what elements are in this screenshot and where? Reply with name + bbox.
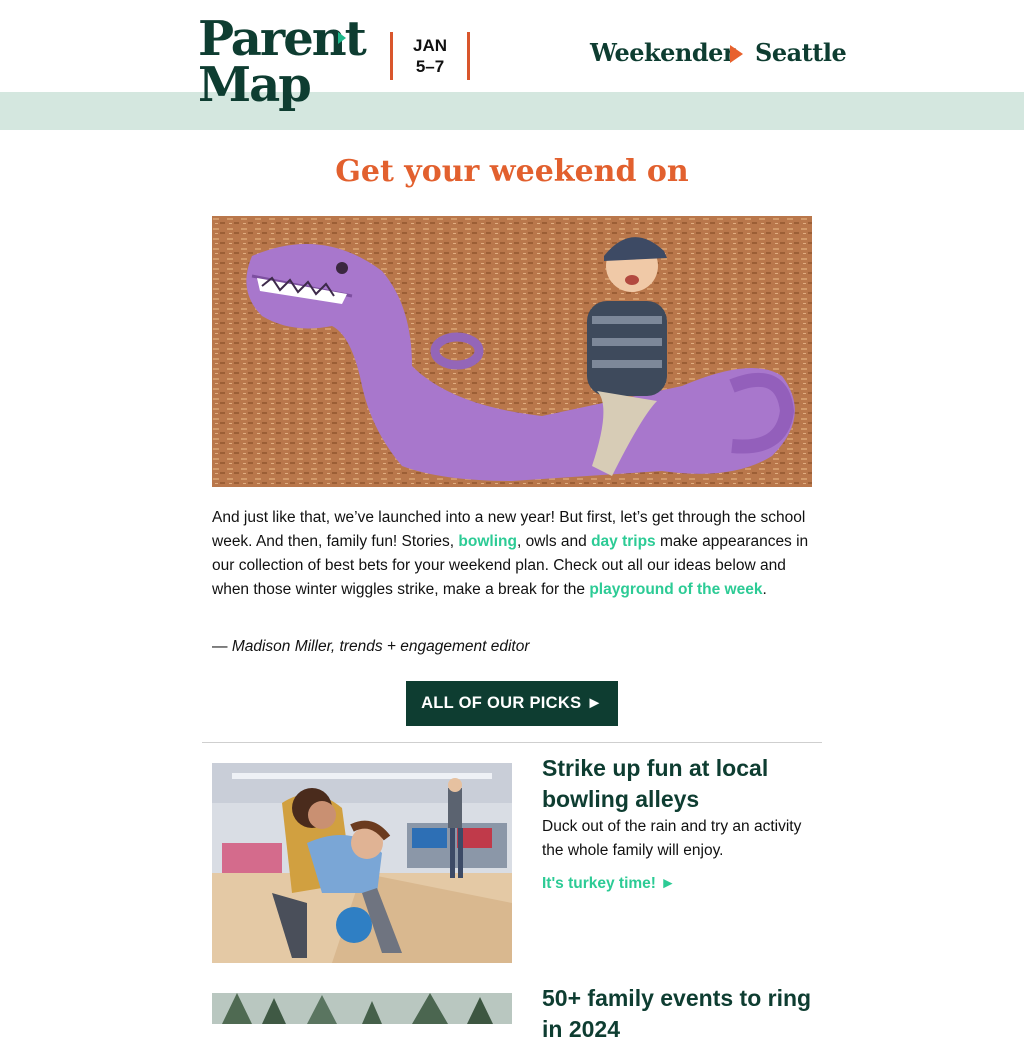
logo-play-icon (338, 32, 346, 44)
bowling-card-description: Duck out of the rain and try an activity the whole family will enjoy. (542, 818, 802, 859)
events-card-image[interactable] (212, 993, 512, 1024)
bowling-card-image[interactable] (212, 763, 512, 963)
intro-paragraph (212, 506, 812, 602)
signoff-name: Madison Miller, trends + engagement editor (231, 638, 530, 655)
day-trips-link[interactable]: day trips (591, 533, 656, 550)
header-band (0, 92, 1024, 130)
playground-link[interactable]: playground of the week (589, 581, 763, 598)
signoff-dash: — (212, 638, 232, 655)
editor-signoff (212, 638, 812, 656)
section-divider (202, 742, 822, 743)
logo-line-2: Map (198, 57, 310, 113)
forest-trees-photo-icon (212, 993, 512, 1024)
logo-line-1: Parent (198, 11, 365, 67)
events-card-title-line2: ring in 2024 (542, 985, 812, 1042)
events-card-title[interactable] (542, 983, 822, 1042)
bowling-link[interactable]: bowling (458, 533, 517, 550)
bowling-family-photo-icon (212, 763, 512, 963)
date-month: JAN (412, 36, 447, 55)
newsletter-city: Seattle (755, 38, 847, 67)
purple-dinosaur-photo-icon (212, 216, 812, 487)
intro-text-3: make appearances in our collection of best bets for your weekend plan. Check out all our ideas below and when those winter wiggles strike, make a break for the (212, 533, 809, 598)
newsletter-name: Weekender (590, 38, 736, 67)
play-arrow-icon (730, 45, 743, 63)
bowling-card-link[interactable]: It's turkey time! ► (542, 875, 676, 892)
all-picks-button[interactable]: ALL OF OUR PICKS ► (406, 681, 618, 726)
intro-text-2: , owls and (516, 533, 592, 550)
bowling-card-title[interactable]: Strike up fun at local bowling alleys (542, 755, 769, 812)
intro-text-4: . (762, 581, 767, 598)
intro-text-1: And just like that, we’ve launched into a new year! But first, let’s get through the school week. And then, family fun! Stories, (212, 509, 806, 550)
hero-headline: Get your weekend on (335, 154, 689, 189)
events-card-title-line1: 50+ family events to (542, 985, 768, 1011)
date-range: 5–7 (415, 57, 445, 76)
parentmap-logo[interactable] (198, 11, 365, 113)
hero-image[interactable] (212, 216, 812, 487)
date-badge (390, 32, 470, 80)
